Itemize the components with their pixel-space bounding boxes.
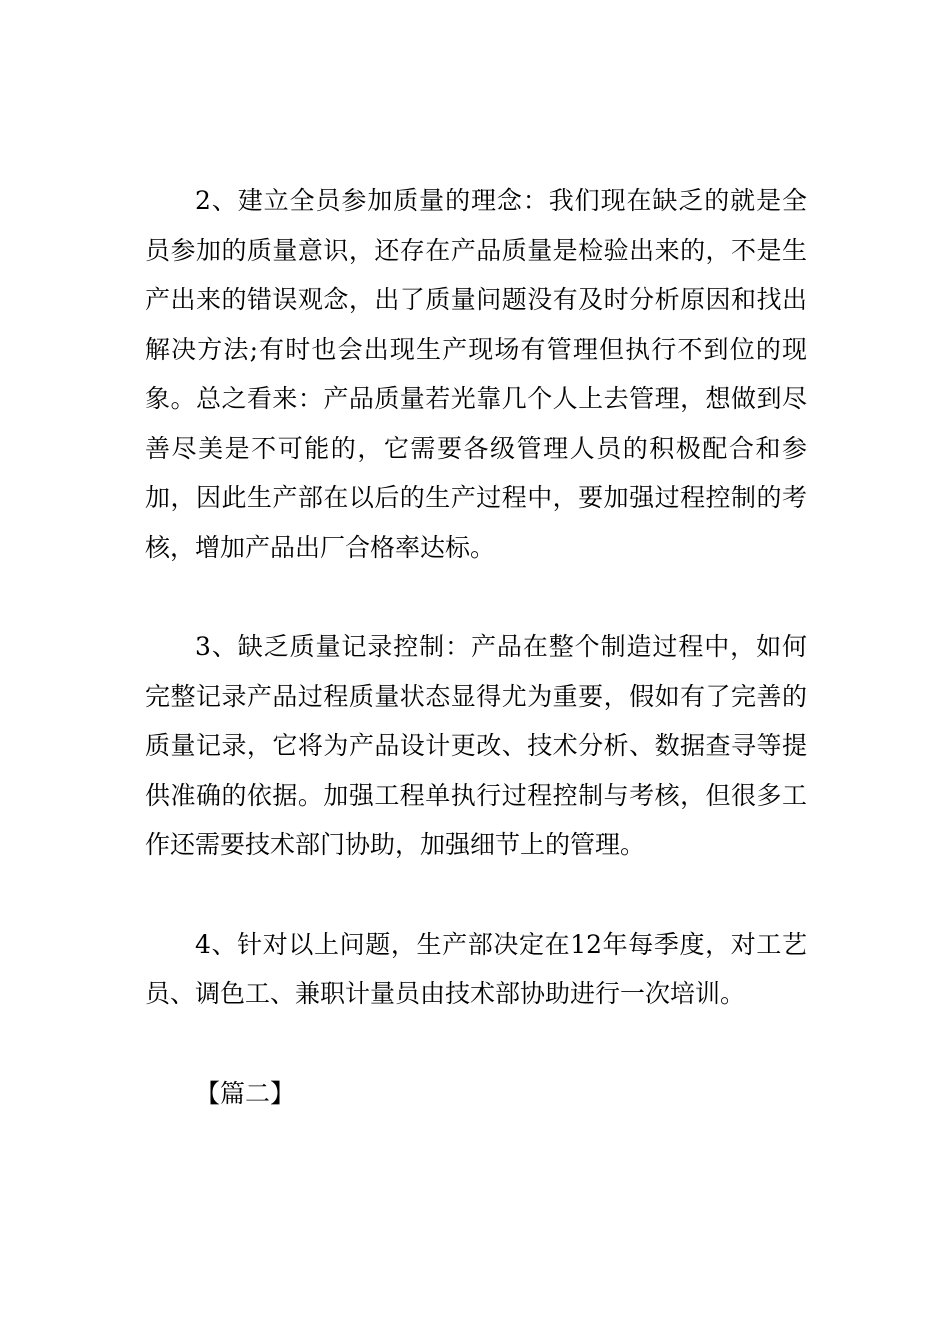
paragraph-training-plan: 4、针对以上问题，生产部决定在12年每季度，对工艺员、调色工、兼职计量员由技术部协助进行一次培训。: [145, 929, 807, 1008]
paragraph-quality-awareness: 2、建立全员参加质量的理念：我们现在缺乏的就是全员参加的质量意识，还存在产品质量是检验出来的，不是生产出来的错误观念，出了质量问题没有及时分析原因和找出解决方法;有时也会出现生产现场有管理但执行不到位的现象。总之看来：产品质量若光靠几个人上去管理，想做到尽善尽美是不可能的，它需要各级管理人员的积极配合和参加，因此生产部在以后的生产过程中，要加强过程控制的考核，增加产品出厂合格率达标。: [145, 186, 807, 562]
section-heading: 【篇二】: [195, 1078, 296, 1108]
paragraph-quality-records: 3、缺乏质量记录控制：产品在整个制造过程中，如何完整记录产品过程质量状态显得尤为重要，假如有了完善的质量记录，它将为产品设计更改、技术分析、数据查寻等提供准确的依据。加强工程单执行过程控制与考核，但很多工作还需要技术部门协助，加强细节上的管理。: [145, 632, 807, 859]
document-body: [145, 176, 807, 1118]
